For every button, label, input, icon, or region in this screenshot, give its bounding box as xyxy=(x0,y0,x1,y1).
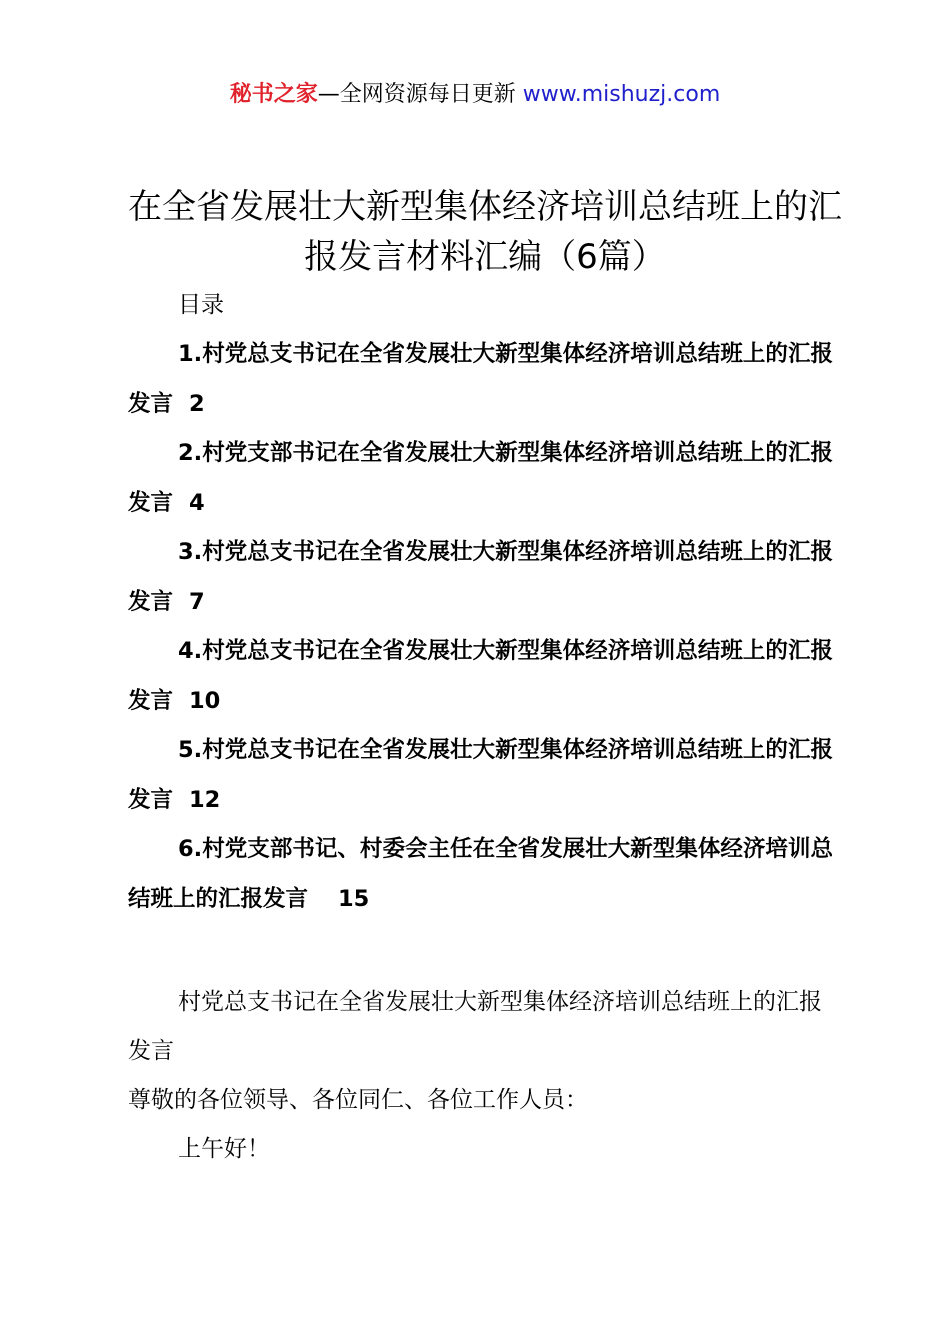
document-title: 在全省发展壮大新型集体经济培训总结班上的汇报发言材料汇编（6篇） xyxy=(128,187,842,277)
toc-entry[interactable] xyxy=(128,330,833,429)
toc-entry-text: 2.村党支部书记在全省发展壮大新型集体经济培训总结班上的汇报发言 xyxy=(128,440,833,516)
toc-entry-text: 1.村党总支书记在全省发展壮大新型集体经济培训总结班上的汇报发言 xyxy=(128,341,833,417)
toc-entry-page: 2 xyxy=(189,390,205,417)
site-slogan: —全网资源每日更新 xyxy=(317,82,523,107)
site-header xyxy=(0,80,950,110)
toc-entry-text: 4.村党总支书记在全省发展壮大新型集体经济培训总结班上的汇报发言 xyxy=(128,638,833,714)
toc-entry-page: 7 xyxy=(189,588,205,615)
toc-entry[interactable] xyxy=(128,627,833,726)
toc-entry[interactable] xyxy=(128,528,833,627)
toc-entry[interactable] xyxy=(128,429,833,528)
toc-entry-page: 10 xyxy=(189,687,221,714)
toc-heading: 目录 xyxy=(178,292,224,318)
toc-entry[interactable] xyxy=(128,825,833,924)
toc-entry-text: 3.村党总支书记在全省发展壮大新型集体经济培训总结班上的汇报发言 xyxy=(128,539,833,615)
salutation: 尊敬的各位领导、各位同仁、各位工作人员： xyxy=(128,1087,588,1113)
toc-entry-page: 12 xyxy=(189,786,221,813)
toc-entry-page: 4 xyxy=(189,489,205,516)
toc-entry-text: 5.村党总支书记在全省发展壮大新型集体经济培训总结班上的汇报发言 xyxy=(128,737,833,813)
greeting: 上午好！ xyxy=(178,1136,270,1162)
site-brand: 秘书之家 xyxy=(229,82,318,107)
toc-entry-text: 6.村党支部书记、村委会主任在全省发展壮大新型集体经济培训总结班上的汇报发言 xyxy=(128,836,833,912)
section-title: 村党总支书记在全省发展壮大新型集体经济培训总结班上的汇报发言 xyxy=(128,989,822,1064)
site-url-link[interactable]: www.mishuzj.com xyxy=(522,82,721,107)
table-of-contents xyxy=(128,330,833,924)
document-body xyxy=(128,978,833,1174)
toc-entry[interactable] xyxy=(128,726,833,825)
toc-entry-page: 15 xyxy=(338,885,370,912)
